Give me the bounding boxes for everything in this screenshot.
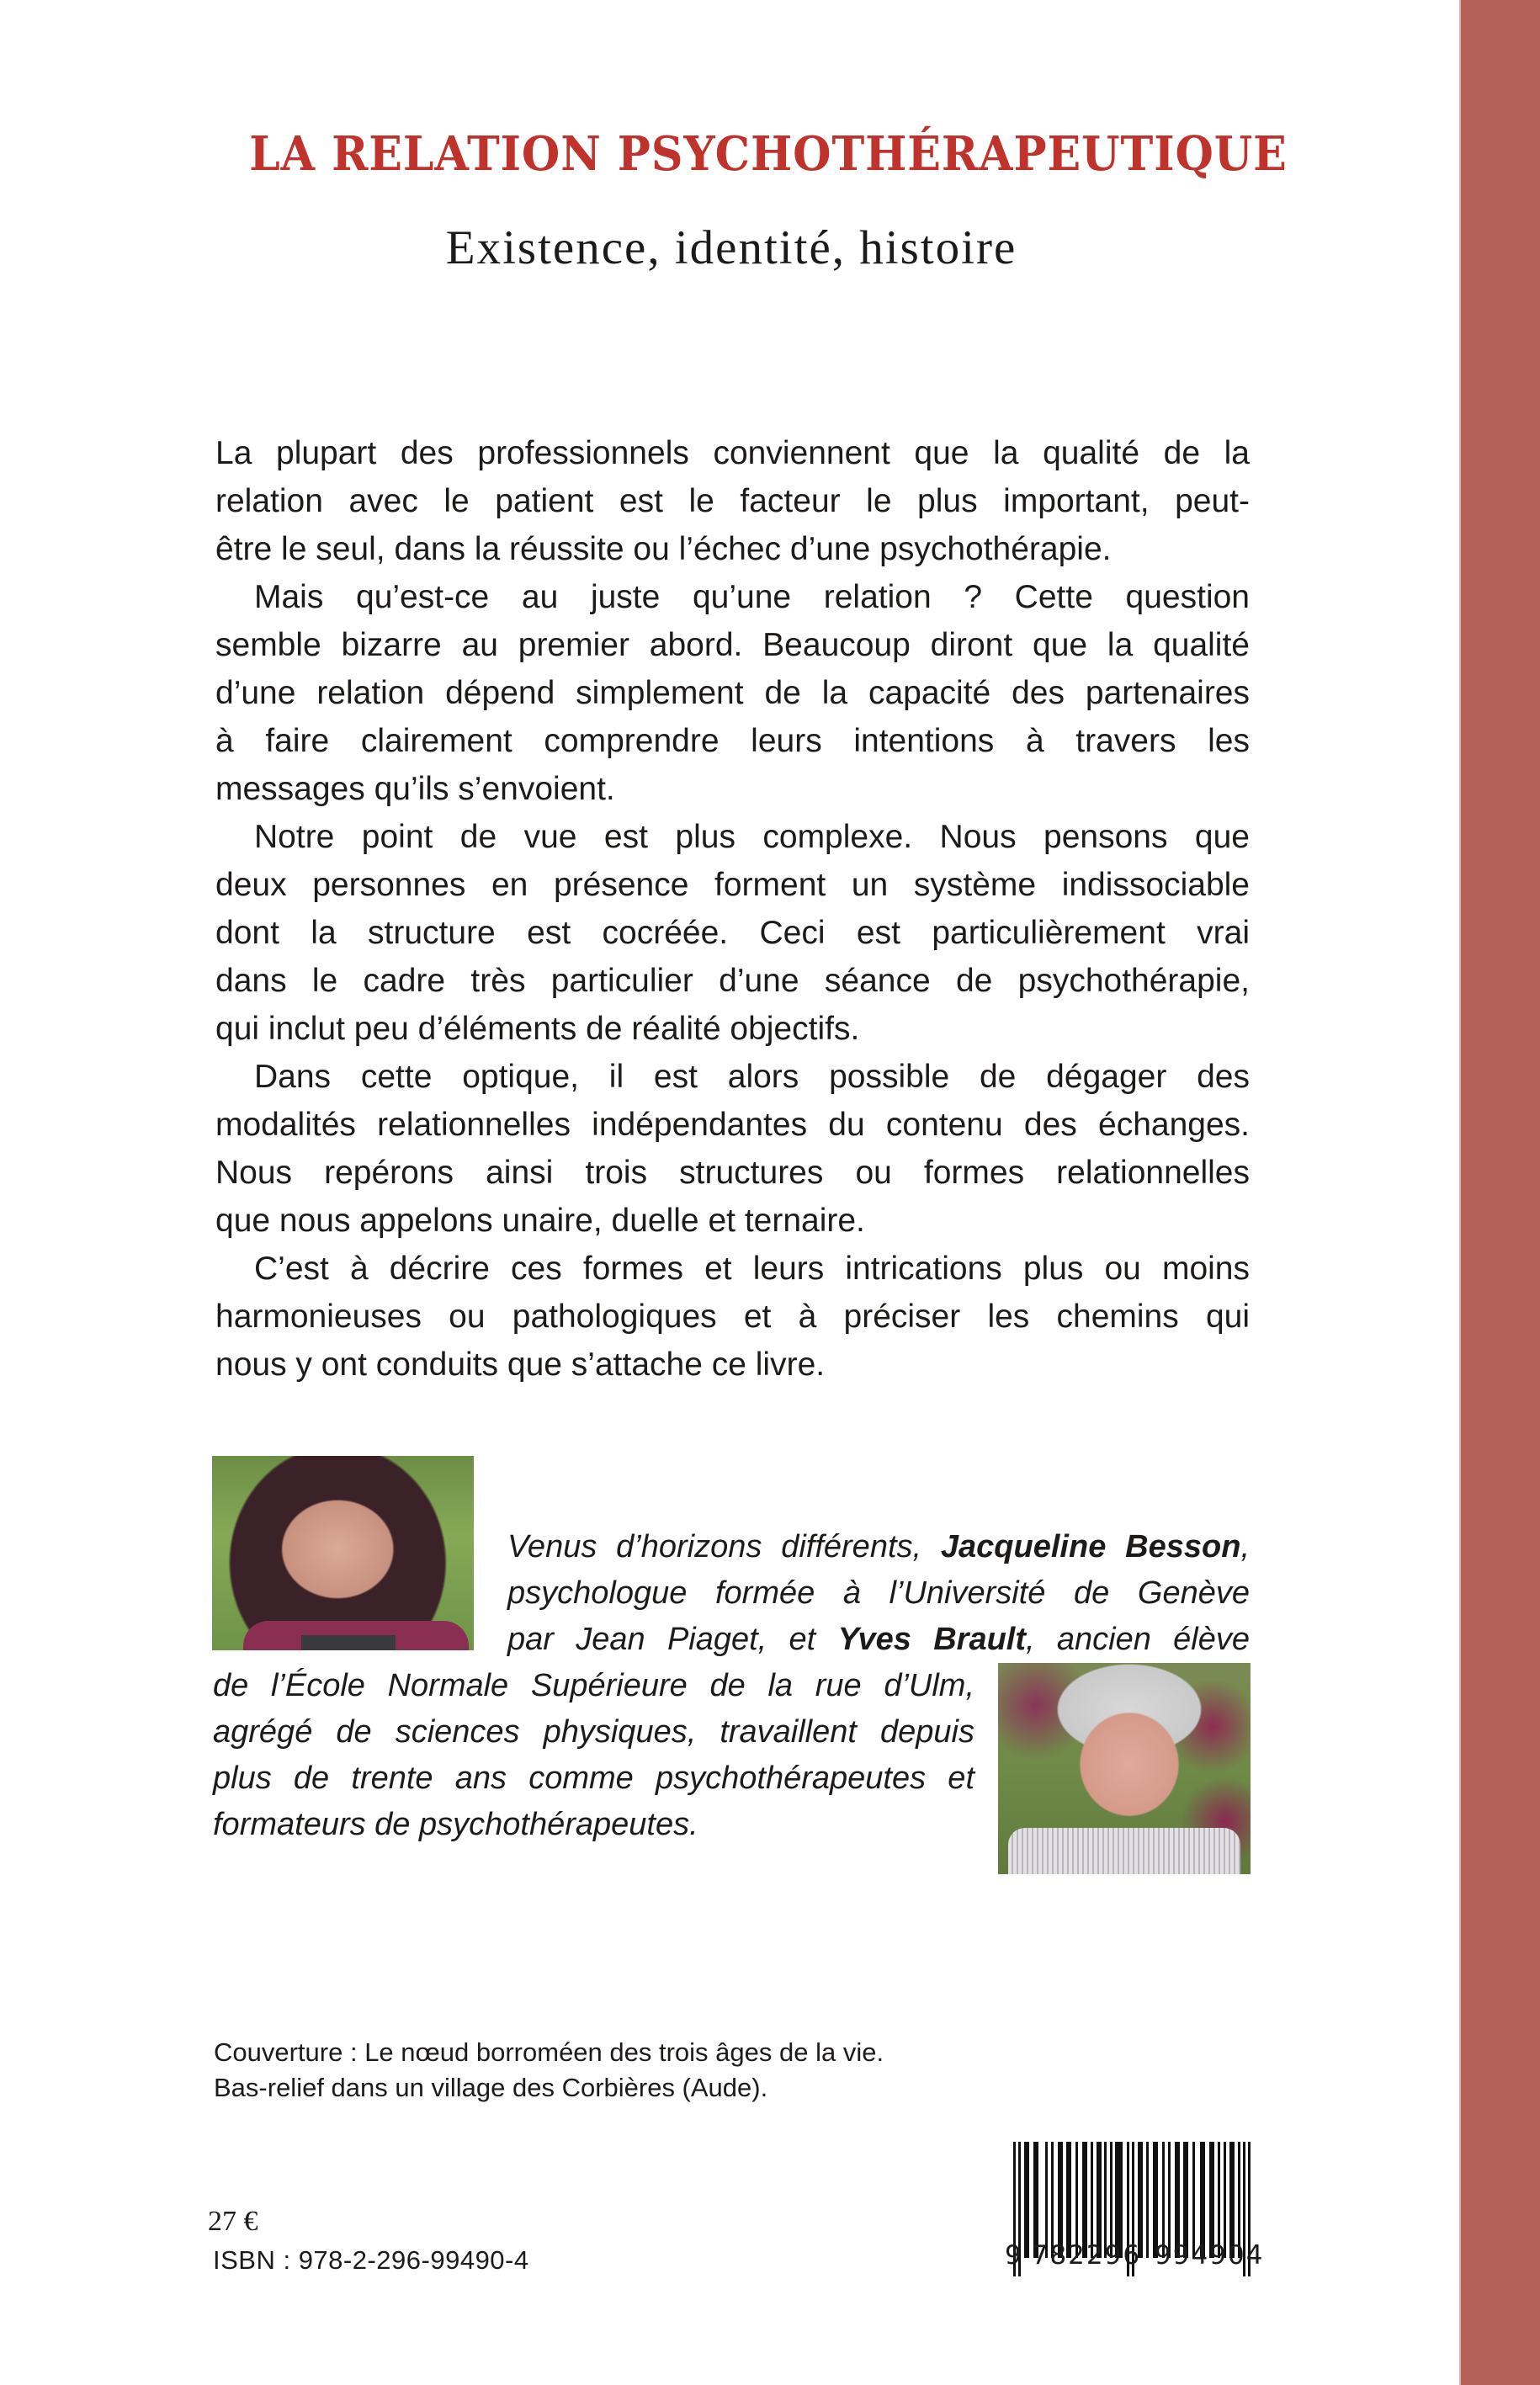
author-photo-jacqueline-besson xyxy=(212,1456,474,1650)
summary-line: à faire clairement comprendre leurs intentions à travers les xyxy=(215,723,1250,759)
summary-line: C’est à décrire ces formes et leurs intrications plus ou moins xyxy=(254,1251,1250,1287)
summary-line: d’une relation dépend simplement de la capacité des partenaires xyxy=(215,675,1250,711)
summary-line: Notre point de vue est plus complexe. Nous pensons que xyxy=(254,819,1250,855)
isbn: ISBN : 978-2-296-99490-4 xyxy=(213,2245,529,2275)
summary-line: modalités relationnelles indépendantes du contenu des échanges. xyxy=(215,1107,1250,1143)
book-title: LA RELATION PSYCHOTHÉRAPEUTIQUE xyxy=(249,126,1288,182)
author-name: Yves Brault xyxy=(837,1622,1026,1657)
bio-line: par Jean Piaget, et Yves Brault, ancien élève xyxy=(507,1622,1250,1657)
bio-line: formateurs de psychothérapeutes. xyxy=(213,1807,698,1842)
summary-line: être le seul, dans la réussite ou l’échec d’une psychothérapie. xyxy=(215,531,1112,567)
bio-line: psychologue formée à l’Université de Genève xyxy=(507,1575,1250,1611)
summary-line: qui inclut peu d’éléments de réalité objectifs. xyxy=(215,1011,860,1047)
spine-color-band xyxy=(1461,0,1540,2385)
author-name: Jacqueline Besson xyxy=(940,1529,1241,1564)
summary-line: relation avec le patient est le facteur le plus important, peut- xyxy=(215,483,1250,519)
bio-line: agrégé de sciences physiques, travaillent depuis xyxy=(213,1714,974,1750)
summary-line: harmonieuses ou pathologiques et à préciser les chemins qui xyxy=(215,1299,1250,1335)
cover-credit-line-2: Bas-relief dans un village des Corbières (Aude). xyxy=(214,2073,768,2102)
barcode-number: 9 782296 994904 xyxy=(1005,2240,1265,2271)
photo-detail-shirt xyxy=(1008,1828,1240,1874)
bio-line: plus de trente ans comme psychothérapeutes et xyxy=(213,1761,974,1796)
cover-credit-line-1: Couverture : Le nœud borroméen des trois âges de la vie. xyxy=(214,2037,884,2067)
summary-line: nous y ont conduits que s’attache ce livre. xyxy=(215,1347,826,1383)
summary-line: deux personnes en présence forment un système indissociable xyxy=(215,867,1250,903)
summary-line: Mais qu’est-ce au juste qu’une relation ? Cette question xyxy=(254,579,1250,615)
summary-line: La plupart des professionnels conviennent que la qualité de la xyxy=(215,435,1250,471)
bio-line: Venus d’horizons différents, Jacqueline Besson, xyxy=(507,1529,1250,1564)
photo-detail-shirt xyxy=(301,1635,396,1650)
summary-line: semble bizarre au premier abord. Beaucoup diront que la qualité xyxy=(215,627,1250,663)
bio-line: de l’École Normale Supérieure de la rue d’Ulm, xyxy=(213,1668,974,1703)
price: 27 € xyxy=(208,2206,258,2237)
summary-line: dans le cadre très particulier d’une séance de psychothérapie, xyxy=(215,963,1250,999)
author-photo-yves-brault xyxy=(998,1663,1251,1874)
summary-line: Dans cette optique, il est alors possible de dégager des xyxy=(254,1059,1250,1095)
summary-line: que nous appelons unaire, duelle et ternaire. xyxy=(215,1203,865,1239)
summary-line: Nous repérons ainsi trois structures ou formes relationnelles xyxy=(215,1155,1250,1191)
summary-line: messages qu’ils s’envoient. xyxy=(215,771,615,807)
summary-line: dont la structure est cocréée. Ceci est particulièrement vrai xyxy=(215,915,1250,951)
book-subtitle: Existence, identité, histoire xyxy=(445,221,1017,274)
